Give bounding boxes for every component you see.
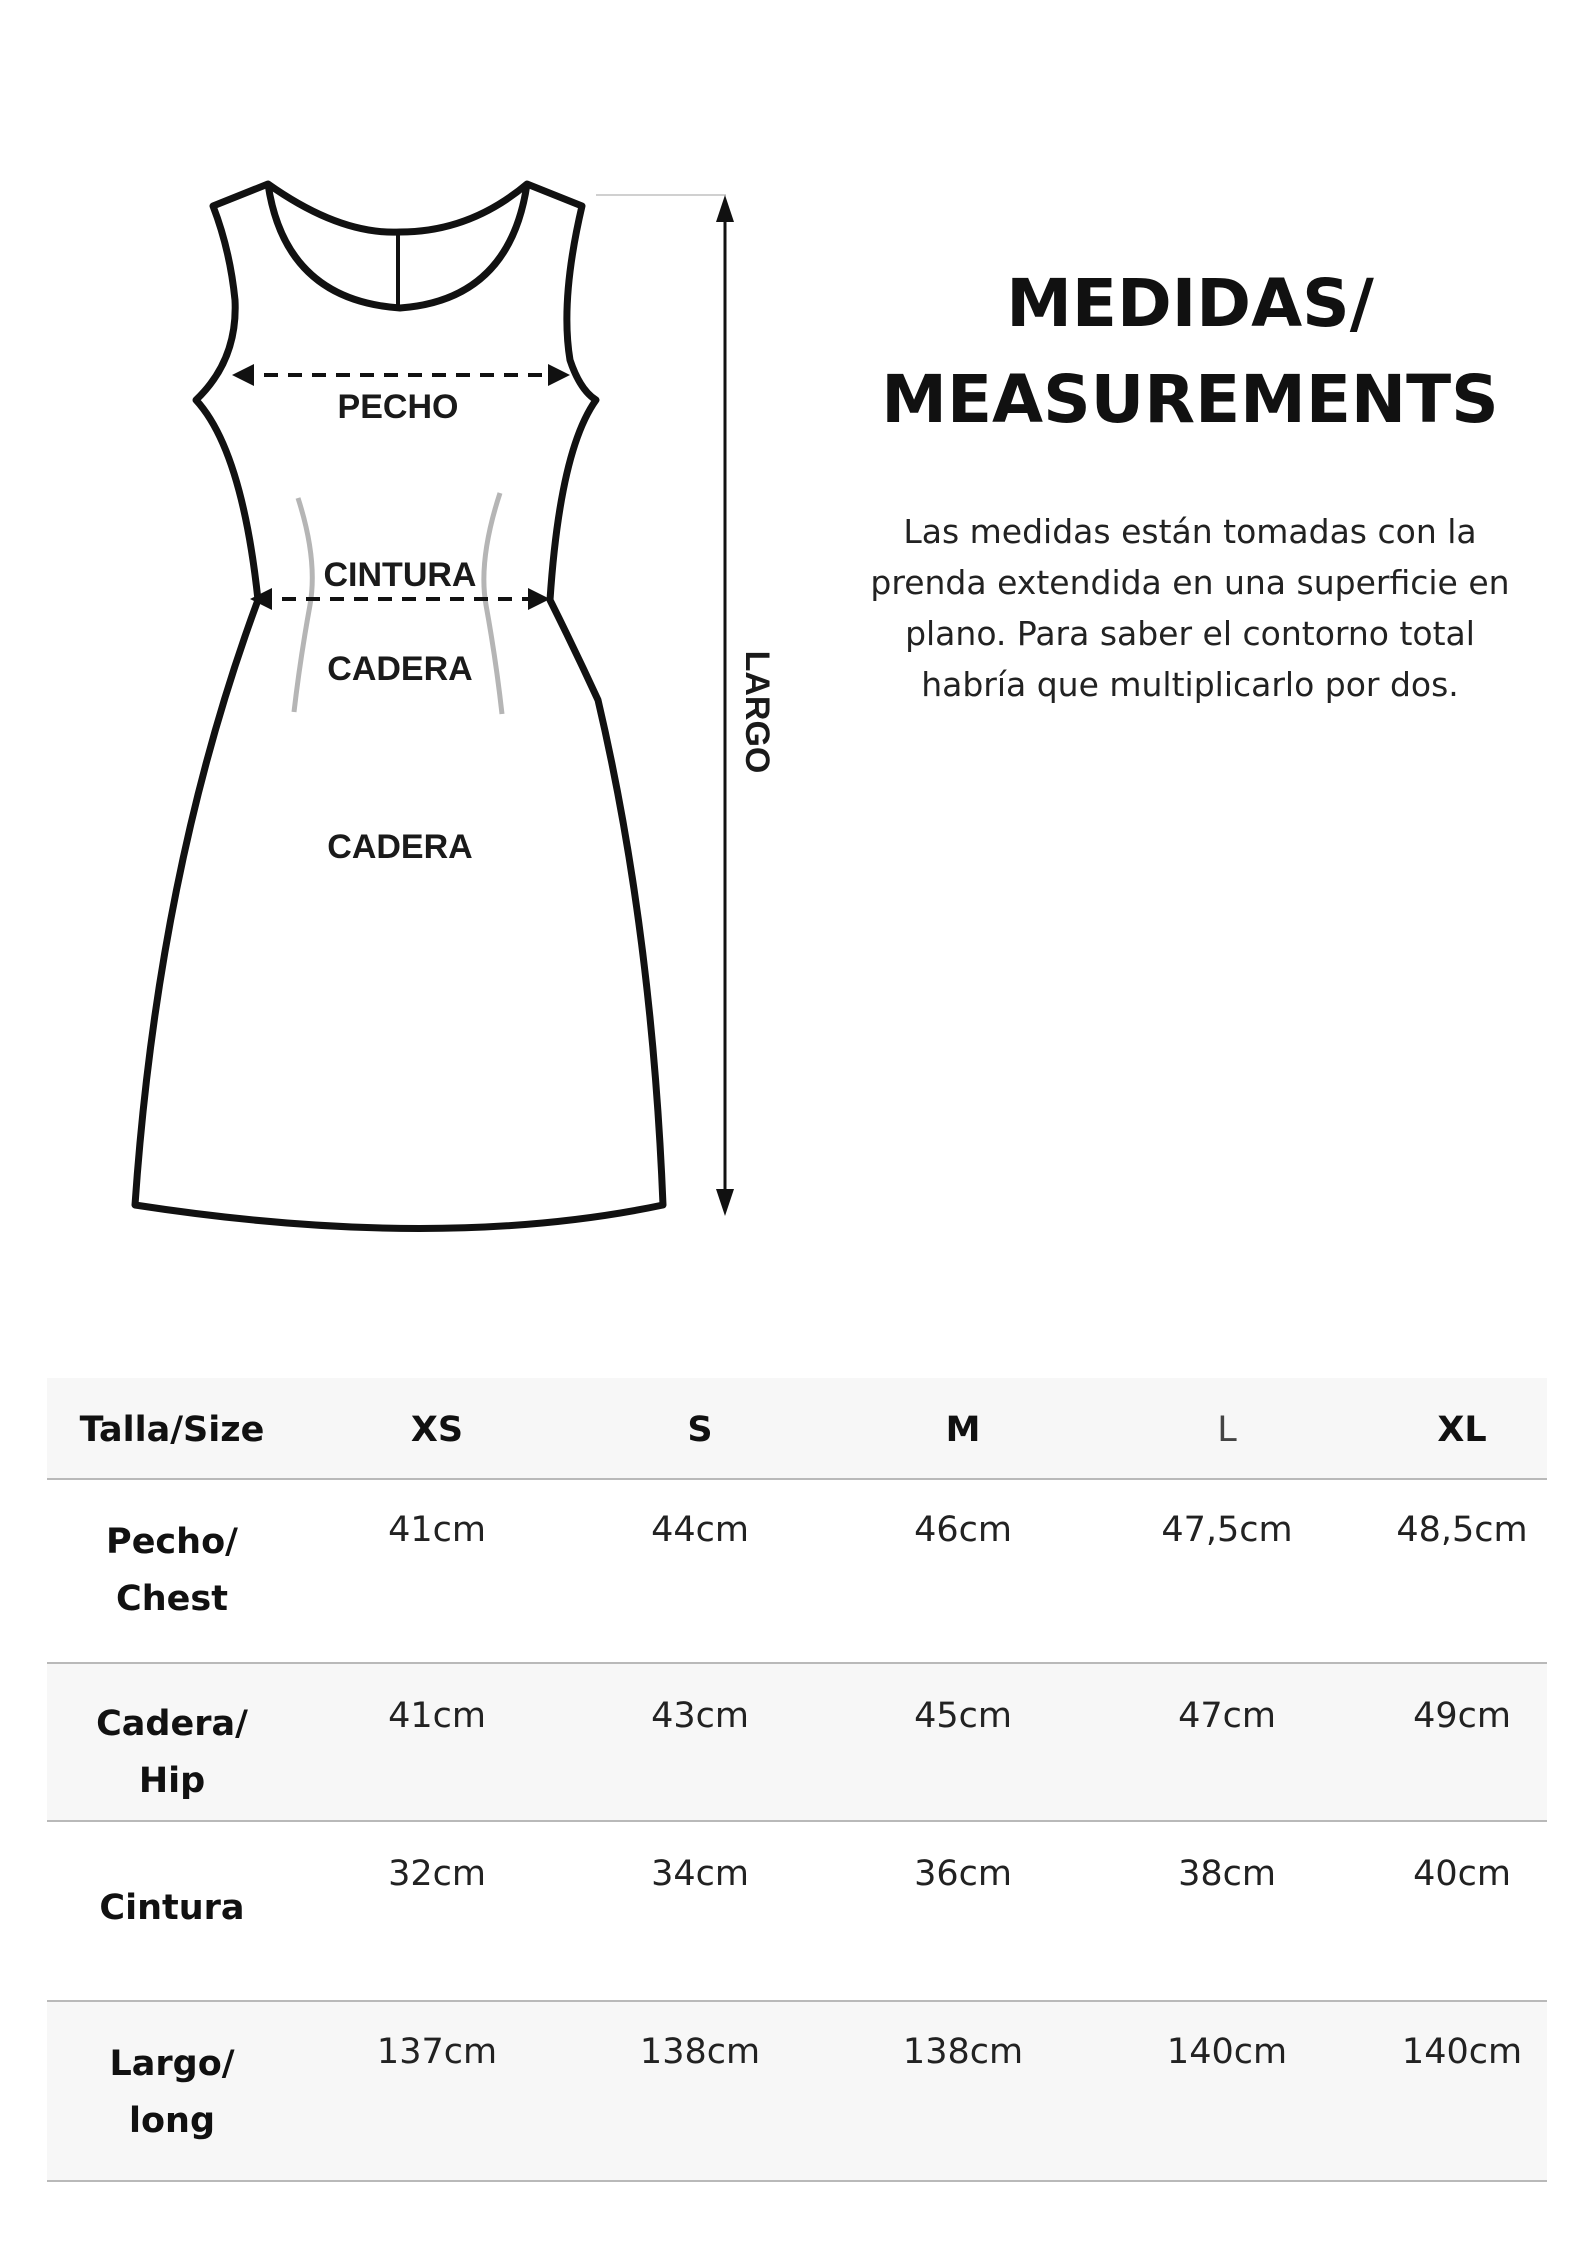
header-size-xl: XL xyxy=(1437,1410,1487,1450)
dress-outline xyxy=(135,184,663,1229)
length-arrow-bottom xyxy=(716,1189,734,1216)
header-size-l: L xyxy=(1217,1410,1237,1450)
cell-waist-m: 36cm xyxy=(914,1854,1012,1894)
cell-length-l: 140cm xyxy=(1166,2032,1288,2072)
header-size-s: S xyxy=(687,1410,713,1450)
cell-chest-xl: 48,5cm xyxy=(1396,1510,1528,1550)
page-title-line1: MEDIDAS/ xyxy=(1006,265,1374,342)
cell-chest-xs: 41cm xyxy=(388,1510,486,1550)
cell-waist-xl: 40cm xyxy=(1413,1854,1511,1894)
cell-hip-m: 45cm xyxy=(914,1696,1012,1736)
row-label-line2: Hip xyxy=(138,1761,206,1801)
table-header-row xyxy=(47,1378,1547,1480)
cell-hip-l: 47cm xyxy=(1178,1696,1276,1736)
measurement-note: Las medidas están tomadas con la prenda extendida en una superficie en plano. Para saber el contorno total habría que multiplicarlo por dos. xyxy=(870,512,1510,704)
header-size-label: Talla/Size xyxy=(79,1410,265,1450)
row-label-waist xyxy=(47,1880,297,1937)
row-label-line1: Largo/ xyxy=(109,2044,235,2084)
size-table xyxy=(47,1378,1547,2182)
table-row-hip xyxy=(47,1664,1547,1822)
table-row-length xyxy=(47,2002,1547,2182)
cell-length-m: 138cm xyxy=(902,2032,1024,2072)
hip-upper-label: CADERA xyxy=(327,650,473,688)
chest-label: PECHO xyxy=(337,388,459,426)
row-label-line2: Chest xyxy=(116,1579,228,1619)
cell-waist-l: 38cm xyxy=(1178,1854,1276,1894)
row-label-line1: Cadera/ xyxy=(96,1704,248,1744)
cell-hip-xs: 41cm xyxy=(388,1696,486,1736)
row-label-line1: Pecho/ xyxy=(106,1522,238,1562)
hip-lower-label: CADERA xyxy=(327,828,473,866)
length-label: LARGO xyxy=(738,650,776,774)
cell-hip-xl: 49cm xyxy=(1413,1696,1511,1736)
cell-length-xs: 137cm xyxy=(376,2032,498,2072)
header-size-xs: XS xyxy=(410,1410,464,1450)
cell-chest-l: 47,5cm xyxy=(1161,1510,1293,1550)
page-title-line2: MEASUREMENTS xyxy=(881,361,1499,438)
cell-length-s: 138cm xyxy=(639,2032,761,2072)
table-row-chest xyxy=(47,1480,1547,1664)
cell-chest-s: 44cm xyxy=(651,1510,749,1550)
cell-chest-m: 46cm xyxy=(914,1510,1012,1550)
header-size-m: M xyxy=(945,1410,981,1450)
row-label-length xyxy=(47,2036,297,2150)
cell-hip-s: 43cm xyxy=(651,1696,749,1736)
cell-length-xl: 140cm xyxy=(1401,2032,1523,2072)
waist-label: CINTURA xyxy=(323,556,477,594)
row-label-chest xyxy=(47,1514,297,1628)
row-label-line1: Cintura xyxy=(99,1888,245,1928)
cell-waist-s: 34cm xyxy=(651,1854,749,1894)
length-arrow-top xyxy=(716,195,734,222)
row-label-hip xyxy=(47,1696,297,1810)
row-label-line2: long xyxy=(128,2101,215,2141)
cell-waist-xs: 32cm xyxy=(388,1854,486,1894)
table-row-waist xyxy=(47,1822,1547,2002)
